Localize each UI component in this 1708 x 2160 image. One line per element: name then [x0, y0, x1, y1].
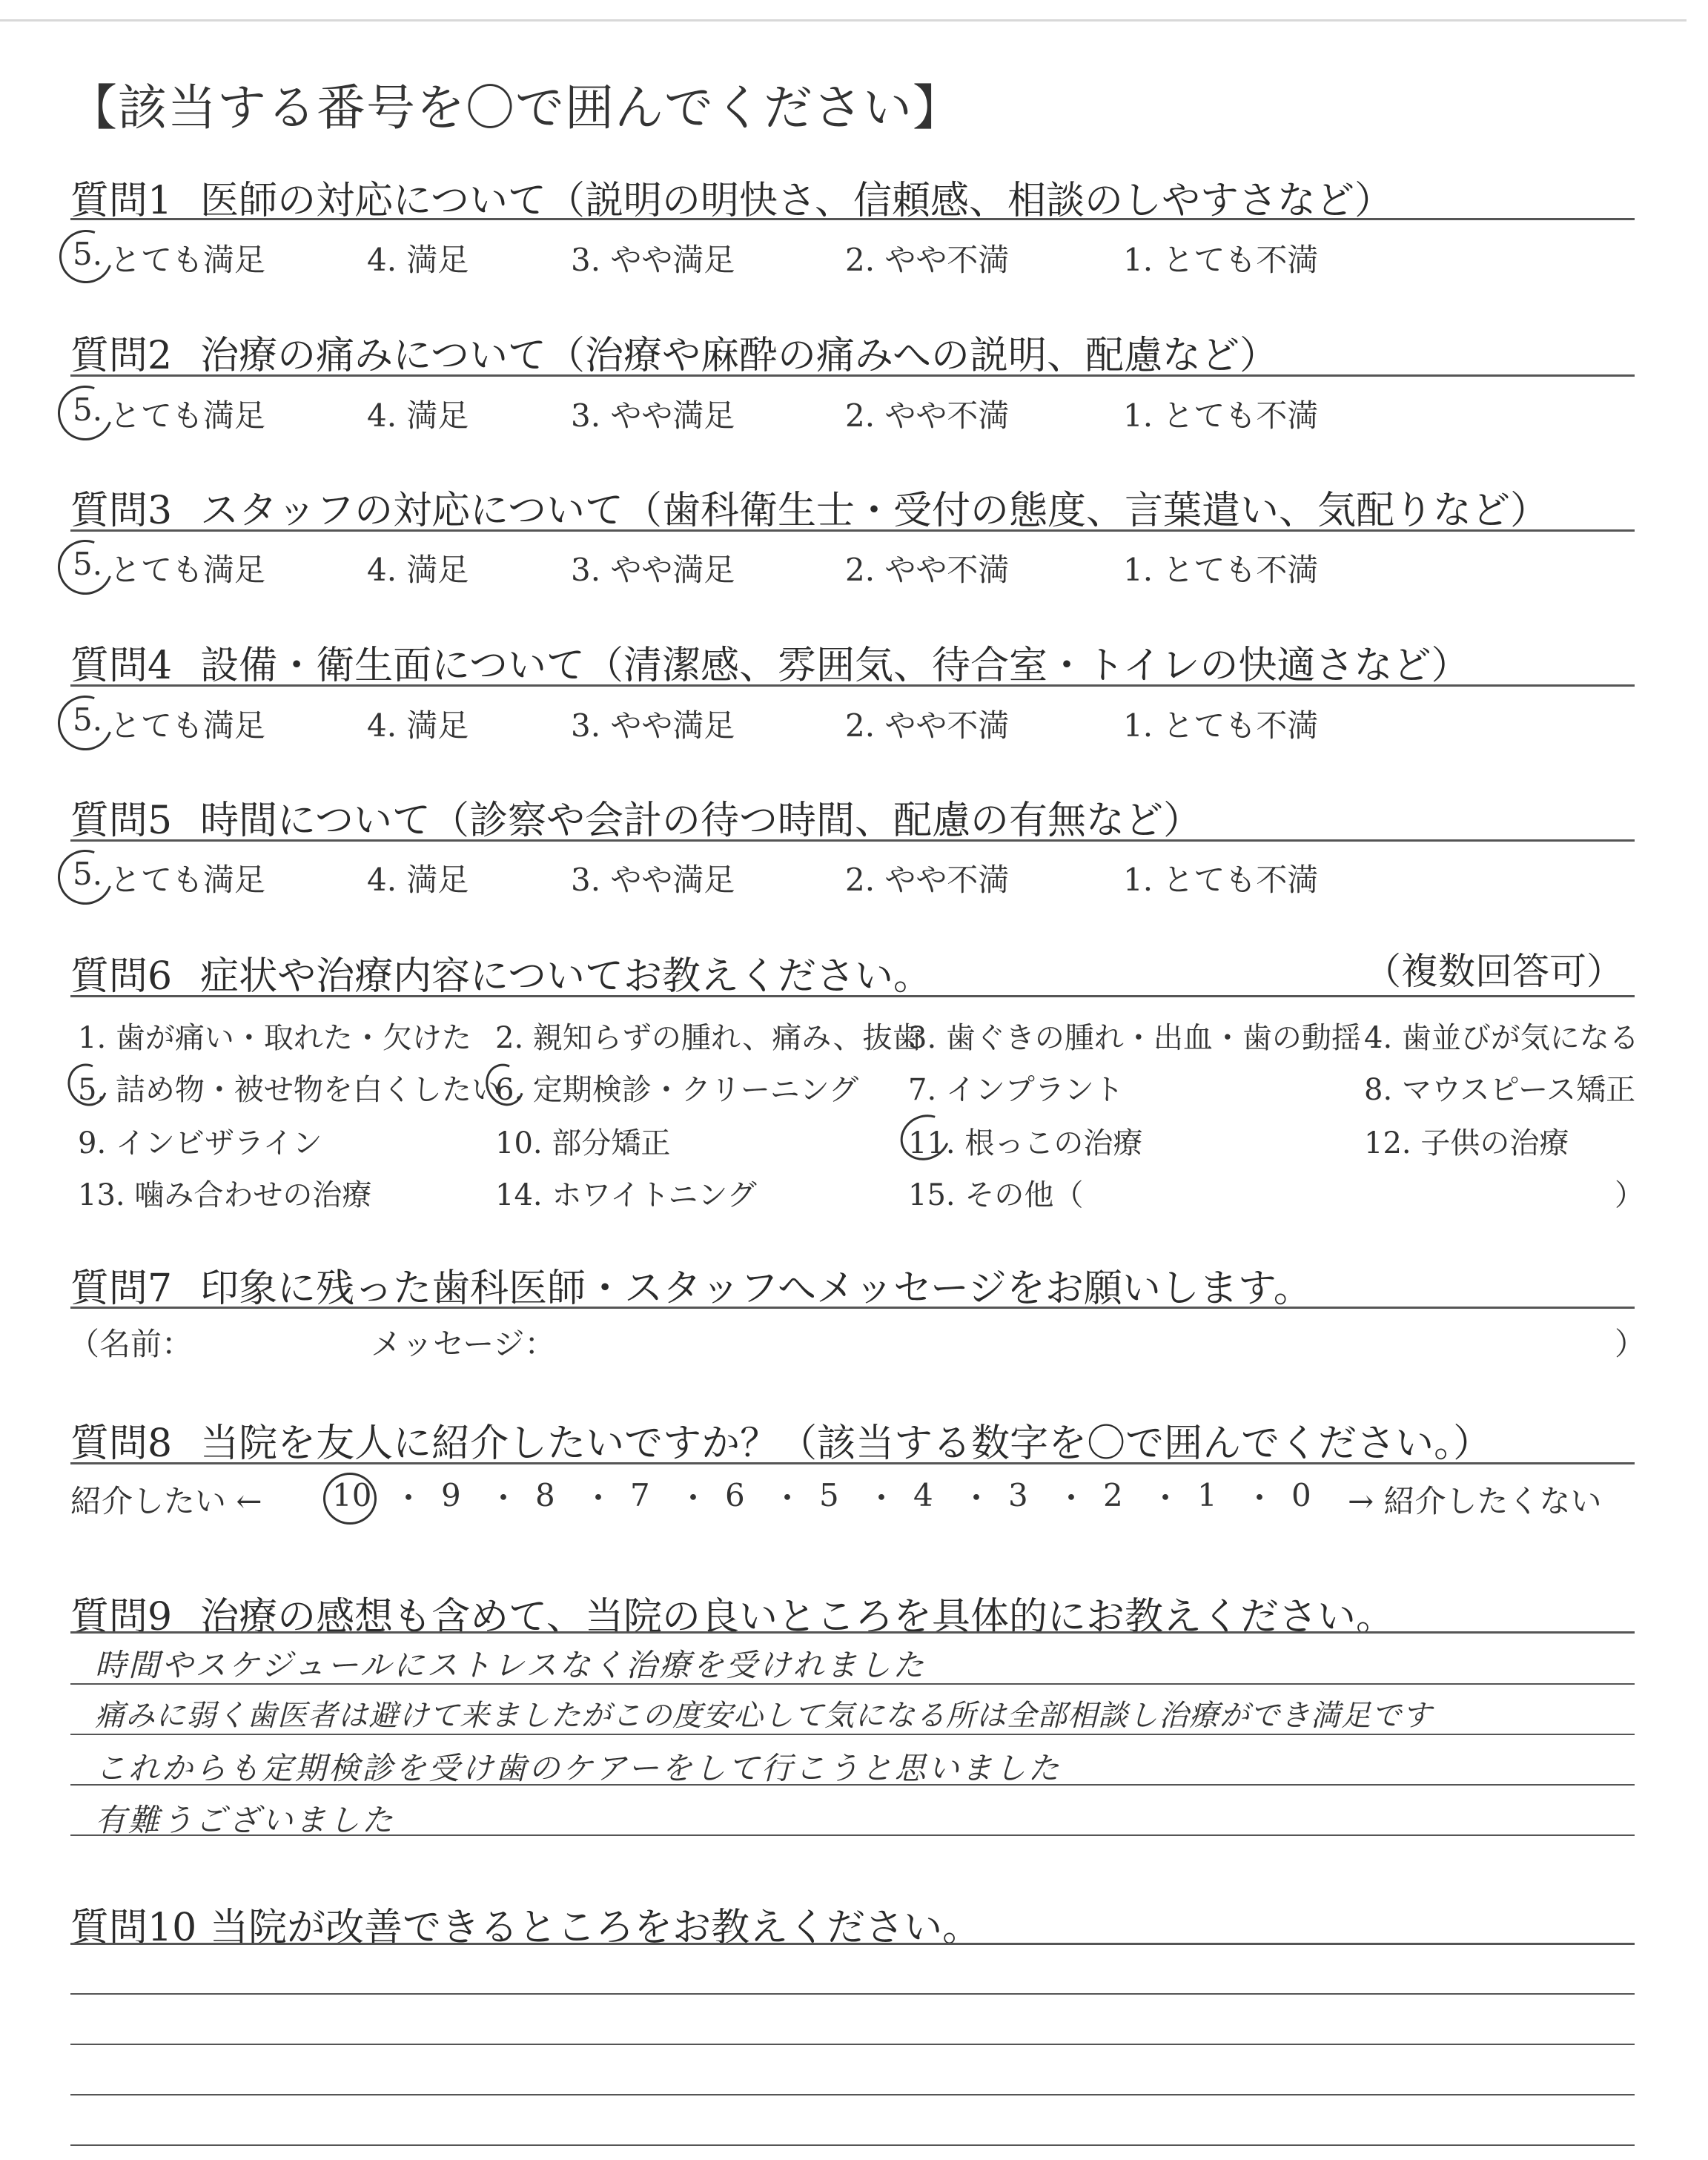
- option-2: 2. やや不満: [845, 397, 1010, 434]
- scale-3: 3: [1008, 1477, 1028, 1513]
- question-7-rule: [70, 1307, 1635, 1309]
- selected-circle-mark: [49, 377, 122, 449]
- multiple-answer-note: （複数回答可）: [1364, 950, 1623, 993]
- option-4: 4. 満足: [367, 707, 469, 744]
- answer-line-rule: [70, 1683, 1635, 1685]
- q6-item-13: 13. 噛み合わせの治療: [78, 1178, 372, 1212]
- q6-item-4: 4. 歯並びが気になる: [1364, 1021, 1639, 1055]
- question-2-rule: [70, 374, 1635, 377]
- question-4-title: 質問4 設備・衛生面について（清潔感、雰囲気、待合室・トイレの快適さなど）: [70, 644, 1470, 688]
- option-5-number: 5.: [73, 856, 103, 892]
- selected-circle-mark: [323, 1473, 377, 1525]
- option-3: 3. やや満足: [571, 862, 735, 898]
- scale-separator: ・: [772, 1480, 804, 1516]
- question-10-title: 質問10 当院が改善できるところをお教えください。: [70, 1906, 982, 1950]
- page-top-edge: [0, 19, 1687, 22]
- scale-separator: ・: [393, 1480, 425, 1516]
- option-2: 2. やや不満: [845, 552, 1010, 588]
- option-4: 4. 満足: [367, 862, 469, 898]
- scale-8: 8: [535, 1477, 555, 1513]
- answer-line-rule: [70, 1993, 1635, 1995]
- handwritten-answer-line: 時間やスケジュールにストレスなく治療を受けれました: [95, 1647, 927, 1683]
- scale-separator: ・: [1150, 1480, 1182, 1516]
- option-5-label: とても満足: [110, 397, 266, 434]
- option-5-label: とても満足: [110, 707, 266, 744]
- q6-item-12: 12. 子供の治療: [1364, 1126, 1569, 1160]
- scale-5: 5: [819, 1477, 839, 1513]
- answer-line-rule: [70, 1784, 1635, 1786]
- option-3: 3. やや満足: [571, 707, 735, 744]
- q6-item-8: 8. マウスピース矯正: [1364, 1073, 1636, 1107]
- option-3: 3. やや満足: [571, 397, 735, 434]
- option-5-number: 5.: [73, 392, 103, 428]
- option-1: 1. とても不満: [1123, 397, 1319, 434]
- message-label: メッセージ：: [371, 1326, 556, 1362]
- question-10-rule: [70, 1943, 1635, 1945]
- question-1-rule: [70, 218, 1635, 220]
- option-5-number: 5.: [73, 546, 103, 582]
- scale-7: 7: [630, 1477, 650, 1513]
- question-7-title: 質問7 印象に残った歯科医師・スタッフへメッセージをお願いします。: [70, 1266, 1312, 1311]
- question-3-rule: [70, 529, 1635, 532]
- question-5-title: 質問5 時間について（診察や会計の待つ時間、配慮の有無など）: [70, 799, 1202, 843]
- scale-separator: ・: [583, 1480, 615, 1516]
- scale-9: 9: [441, 1477, 461, 1513]
- option-2: 2. やや不満: [845, 707, 1010, 744]
- scale-separator: ・: [1056, 1480, 1088, 1516]
- selected-circle-mark: [49, 531, 122, 604]
- scale-10: 10: [332, 1477, 372, 1513]
- answer-line-rule: [70, 1834, 1635, 1836]
- option-4: 4. 満足: [367, 397, 469, 434]
- question-6-title: 質問6 症状や治療内容についてお教えください。: [70, 954, 933, 999]
- q6-item-15: 15. その他（: [908, 1178, 1084, 1212]
- question-9-title: 質問9 治療の感想も含めて、当院の良いところを具体的にお教えください。: [70, 1595, 1395, 1639]
- q6-item-7: 7. インプラント: [908, 1073, 1124, 1107]
- option-5-label: とても満足: [110, 862, 266, 898]
- option-3: 3. やや満足: [571, 242, 735, 278]
- scale-4: 4: [913, 1477, 933, 1513]
- question-9-rule: [70, 1631, 1635, 1634]
- q6-item-11: 11. 根っこの治療: [908, 1126, 1143, 1160]
- question-1-title: 質問1 医師の対応について（説明の明快さ、信頼感、相談のしやすさなど）: [70, 179, 1393, 223]
- question-6-rule: [70, 995, 1635, 997]
- question-8-rule: [70, 1462, 1635, 1464]
- question-5-rule: [70, 839, 1635, 842]
- question-3-title: 質問3 スタッフの対応について（歯科衛生士・受付の態度、言葉遣い、気配りなど）: [70, 489, 1549, 533]
- scale-separator: ・: [488, 1480, 520, 1516]
- q7-close-paren: ）: [1615, 1326, 1646, 1362]
- q6-item-3: 3. 歯ぐきの腫れ・出血・歯の動揺: [908, 1021, 1361, 1055]
- scale-separator: ・: [1244, 1480, 1276, 1516]
- handwritten-answer-line: 有難うございました: [95, 1802, 396, 1838]
- scale-2: 2: [1103, 1477, 1123, 1513]
- selected-circle-mark: [49, 687, 122, 759]
- q6-item-15-close: ）: [1615, 1178, 1644, 1212]
- option-1: 1. とても不満: [1123, 552, 1319, 588]
- selected-circle-mark: [49, 841, 122, 914]
- scale-separator: ・: [678, 1480, 709, 1516]
- scale-separator: ・: [961, 1480, 993, 1516]
- q6-item-6: 6. 定期検診・クリーニング: [495, 1073, 859, 1107]
- handwritten-answer-line: これからも定期検診を受け歯のケアーをして行こうと思いました: [95, 1750, 1062, 1786]
- q6-item-1: 1. 歯が痛い・取れた・欠けた: [78, 1021, 471, 1055]
- recommend-left-label: 紹介したい ←: [70, 1483, 262, 1519]
- instruction-header: 【該当する番号を〇で囲んでください】: [68, 79, 962, 136]
- scale-1: 1: [1197, 1477, 1217, 1513]
- question-4-rule: [70, 684, 1635, 687]
- option-5-label: とても満足: [110, 242, 266, 278]
- q6-item-10: 10. 部分矯正: [495, 1126, 671, 1160]
- recommend-right-label: → 紹介したくない: [1348, 1483, 1602, 1519]
- option-3: 3. やや満足: [571, 552, 735, 588]
- answer-line-rule: [70, 2044, 1635, 2045]
- option-1: 1. とても不満: [1123, 242, 1319, 278]
- option-2: 2. やや不満: [845, 862, 1010, 898]
- option-5-label: とても満足: [110, 552, 266, 588]
- scale-separator: ・: [866, 1480, 898, 1516]
- option-1: 1. とても不満: [1123, 862, 1319, 898]
- answer-line-rule: [70, 2144, 1635, 2146]
- q6-item-5: 5. 詰め物・被せ物を白くしたい: [78, 1073, 501, 1107]
- question-8-title: 質問8 当院を友人に紹介したいですか？（該当する数字を〇で囲んでください。）: [70, 1421, 1492, 1466]
- option-1: 1. とても不満: [1123, 707, 1319, 744]
- option-5-number: 5.: [73, 236, 103, 272]
- scale-6: 6: [725, 1477, 745, 1513]
- answer-line-rule: [70, 2094, 1635, 2095]
- q6-item-9: 9. インビザライン: [78, 1126, 322, 1160]
- handwritten-answer-line: 痛みに弱く歯医者は避けて来ましたがこの度安心して気になる所は全部相談し治療ができ満足です: [95, 1699, 1432, 1733]
- answer-line-rule: [70, 1734, 1635, 1735]
- question-2-title: 質問2 治療の痛みについて（治療や麻酔の痛みへの説明、配慮など）: [70, 334, 1279, 378]
- option-2: 2. やや不満: [845, 242, 1010, 278]
- q6-item-2: 2. 親知らずの腫れ、痛み、抜歯: [495, 1021, 922, 1055]
- option-5-number: 5.: [73, 701, 103, 738]
- scale-0: 0: [1291, 1477, 1311, 1513]
- option-4: 4. 満足: [367, 242, 469, 278]
- option-4: 4. 満足: [367, 552, 469, 588]
- q6-item-14: 14. ホワイトニング: [495, 1178, 757, 1212]
- selected-circle-mark: [50, 221, 122, 292]
- name-label: （名前：: [68, 1326, 193, 1362]
